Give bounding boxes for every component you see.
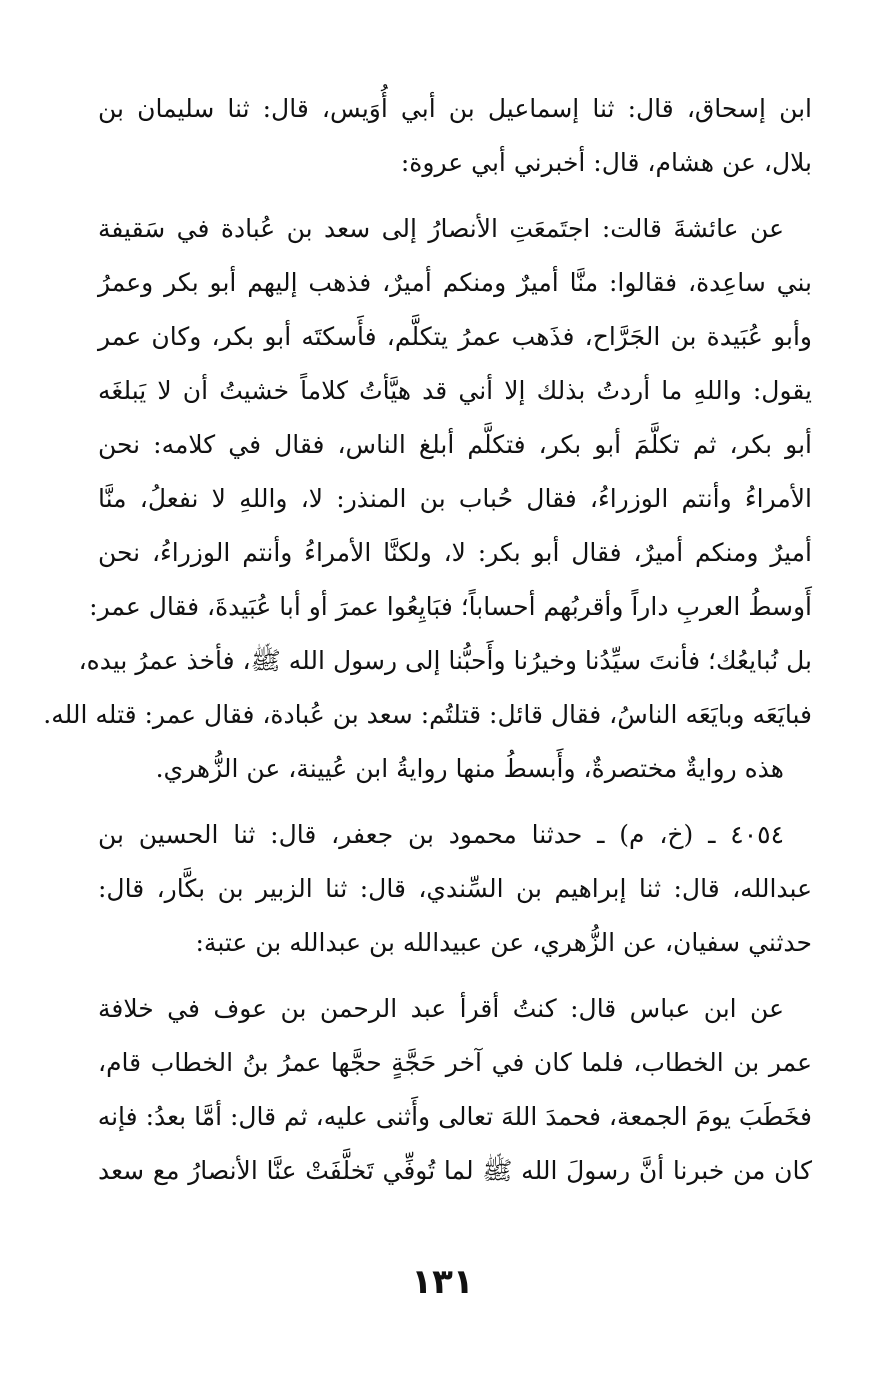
text-line-8: الأمراءُ وأنتم الوزراءُ، فقال حُباب بن المنذر: لا، واللهِ لا نفعلُ، منَّا xyxy=(98,484,812,513)
paragraph-gap xyxy=(98,796,812,808)
text-line-11: بل نُبايعُك؛ فأنتَ سيِّدُنا وخيرُنا وأَحبُّنا إلى رسول الله ﷺ، فأخذ عمرُ بيده، xyxy=(78,646,812,675)
text-line-14: ٤٠٥٤ ـ (خ، م) ـ حدثنا محمود بن جعفر، قال: ثنا الحسين بن xyxy=(98,820,784,849)
text-line-10: أَوسطُ العربِ داراً وأقربُهم أحساباً؛ فبَايِعُوا عمرَ أو أبا عُبَيدةَ، فقال عمر: xyxy=(89,592,812,621)
text-body xyxy=(43,82,812,1198)
text-line-7: أبو بكر، ثم تكلَّمَ أبو بكر، فتكلَّم أبلغ الناس، فقال في كلامه: نحن xyxy=(98,430,812,459)
paragraph-gap xyxy=(98,190,812,202)
page-number: ١٣١ xyxy=(411,1262,474,1302)
text-line-9: أميرٌ ومنكم أميرٌ، فقال أبو بكر: لا، ولكنَّا الأمراءُ وأنتم الوزراءُ، نحن xyxy=(98,538,812,567)
text-line-15: عبدالله، قال: ثنا إبراهيم بن السِّندي، قال: ثنا الزبير بن بكَّار، قال: xyxy=(98,874,812,903)
text-line-13: هذه روايةٌ مختصرةٌ، وأَبسطُ منها روايةُ ابن عُيينة، عن الزُّهري. xyxy=(155,754,784,783)
text-line-20: كان من خبرنا أنَّ رسولَ الله ﷺ لما تُوفِّي تَخلَّفَتْ عنَّا الأنصارُ مع سعد xyxy=(98,1156,812,1185)
text-line-18: عمر بن الخطاب، فلما كان في آخر حَجَّةٍ حجَّها عمرُ بنُ الخطاب قام، xyxy=(98,1048,812,1077)
text-line-6: يقول: واللهِ ما أردتُ بذلك إلا أني قد هيَّأتُ كلاماً خشيتُ أن لا يَبلغَه xyxy=(98,376,812,405)
text-line-1: ابن إسحاق، قال: ثنا إسماعيل بن أبي أُوَيس، قال: ثنا سليمان بن xyxy=(98,94,812,123)
text-line-3: عن عائشةَ قالت: اجتَمعَتِ الأنصارُ إلى سعد بن عُبادة في سَقيفة xyxy=(98,214,784,243)
text-line-4: بني ساعِدة، فقالوا: منَّا أميرٌ ومنكم أميرٌ، فذهب إليهم أبو بكر وعمرُ xyxy=(98,268,812,297)
text-line-12: فبايَعَه وبايَعَه الناسُ، فقال قائل: قتلتُم: سعد بن عُبادة، فقال عمر: قتله الله. xyxy=(43,700,812,729)
text-line-16: حدثني سفيان، عن الزُّهري، عن عبيدالله بن عبدالله بن عتبة: xyxy=(195,928,812,957)
text-line-2: بلال، عن هشام، قال: أخبرني أبي عروة: xyxy=(400,148,812,177)
text-line-17: عن ابن عباس قال: كنتُ أقرأ عبد الرحمن بن عوف في خلافة xyxy=(98,994,784,1023)
paragraph-gap xyxy=(98,970,812,982)
text-line-5: وأبو عُبَيدة بن الجَرَّاح، فذَهب عمرُ يتكلَّم، فأَسكتَه أبو بكر، وكان عمر xyxy=(98,322,812,351)
text-line-19: فخَطَبَ يومَ الجمعة، فحمدَ اللهَ تعالى وأَثنى عليه، ثم قال: أمَّا بعدُ: فإنه xyxy=(97,1102,812,1131)
